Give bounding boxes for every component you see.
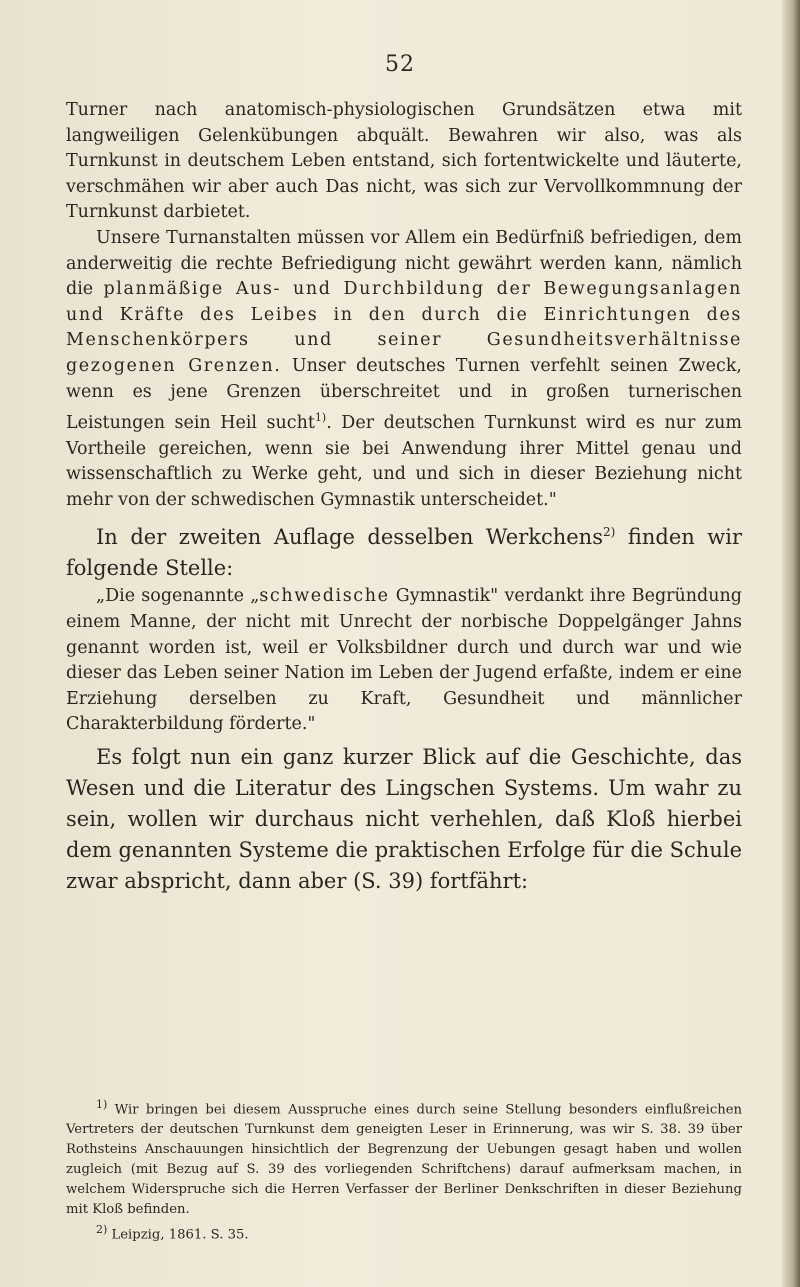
paragraph-2-text: Unsere Turnanstalten müssen vor Allem ein Bedürfniß befriedigen, dem anderweitig die rechte Befriedigung nicht gewährt werden kann, nämlich die	[66, 227, 742, 300]
paragraph-2-text-cont: Unser deutsches Turnen verfehlt seinen Zweck, wenn es jene Grenzen überschreitet und in großen turnerischen Leistungen sein Heil sucht	[66, 355, 742, 433]
paragraph-3-text-end: finden wir folgende Stelle:	[66, 525, 743, 581]
quote-text-end: Gymnastik" verdankt ihre Begründung einem Manne, der nicht mit Unrecht der norbische Doppelgänger Jahns genannt worden ist, weil er Volksbildner durch und durch war und wie dieser das Leben seiner Nation im Leben der Jugend erfaßte, indem er eine Erziehung derselben zu Kraft, Gesundheit und männlicher Charakterbildung förderte."	[66, 586, 742, 735]
page-edge	[782, 0, 800, 1287]
footnote-1-text: Wir bringen bei diesem Ausspruche eines durch seine Stellung besonders einflußreichen Vertreters der deutschen Turnkunst dem geneigten Leser in Erinnerung, was wir S. 38. 39 über Rothsteins Anschauungen hinsichtlich der Begrenzung der Uebungen gesagt haben und wollen zugleich (mit Bezug auf S. 39 des vorliegenden Schriftchens) darauf aufmerksam machen, in welchem Widerspruche sich die Herren Verfasser der Berliner Denkschriften in dieser Beziehung mit Kloß befinden.	[66, 1102, 742, 1218]
footnote-2-text: Leipzig, 1861. S. 35.	[111, 1227, 249, 1243]
quote-paragraph	[66, 584, 742, 738]
quote-emphasis: schwedische	[259, 586, 390, 607]
quote-text: „Die sogenannte „	[96, 586, 260, 607]
emphasis-text: planmäßige Aus- und Durchbildung der Bewegungsanlagen und Kräfte des Leibes in den durch die Einrichtungen des Menschenkörpers und seiner Gesundheitsverhältnisse gezogenen Grenzen.	[66, 279, 742, 376]
footnote-2-mark: 2)	[96, 1223, 108, 1237]
paragraph-1	[66, 98, 742, 226]
body-text	[66, 98, 742, 897]
footnote-1	[66, 1095, 742, 1220]
paragraph-5-text: Es folgt nun ein ganz kurzer Blick auf die Geschichte, das Wesen und die Literatur des Lingschen Systems. Um wahr zu sein, wollen wir durchaus nicht verhehlen, daß Kloß hierbei dem genannten Systeme die praktischen Erfolge für die Schule zwar abspricht, dann aber (S. 39) fortfährt:	[66, 744, 742, 893]
paragraph-2-text-end: . Der deutschen Turnkunst wird es nur zum Vortheile gereichen, wenn sie bei Anwendung ihrer Mittel genau und wissenschaftlich zu Werke geht, und und sich in dieser Beziehung nicht mehr von der schwedischen Gymnastik unterscheidet."	[66, 412, 742, 510]
paragraph-5	[66, 742, 742, 897]
footnote-ref-1: 1)	[314, 411, 327, 425]
paragraph-3	[66, 517, 742, 584]
footnote-ref-2: 2)	[603, 525, 616, 540]
page-number: 52	[385, 52, 415, 77]
paragraph-1-text: Turner nach anatomisch-physiologischen Grundsätzen etwa mit langweiligen Gelenkübungen abquält. Bewahren wir also, was als Turnkunst in deutschem Leben entstand, sich fortentwickelte und läuterte, verschmähen wir aber auch Das nicht, was sich zur Vervollkommnung der Turnkunst darbietet.	[66, 100, 742, 223]
footnote-2	[66, 1220, 742, 1245]
paragraph-3-text: In der zweiten Auflage desselben Werkchens	[96, 525, 603, 550]
footnote-1-mark: 1)	[96, 1098, 108, 1111]
paragraph-2	[66, 226, 742, 513]
footnotes	[66, 1095, 742, 1246]
